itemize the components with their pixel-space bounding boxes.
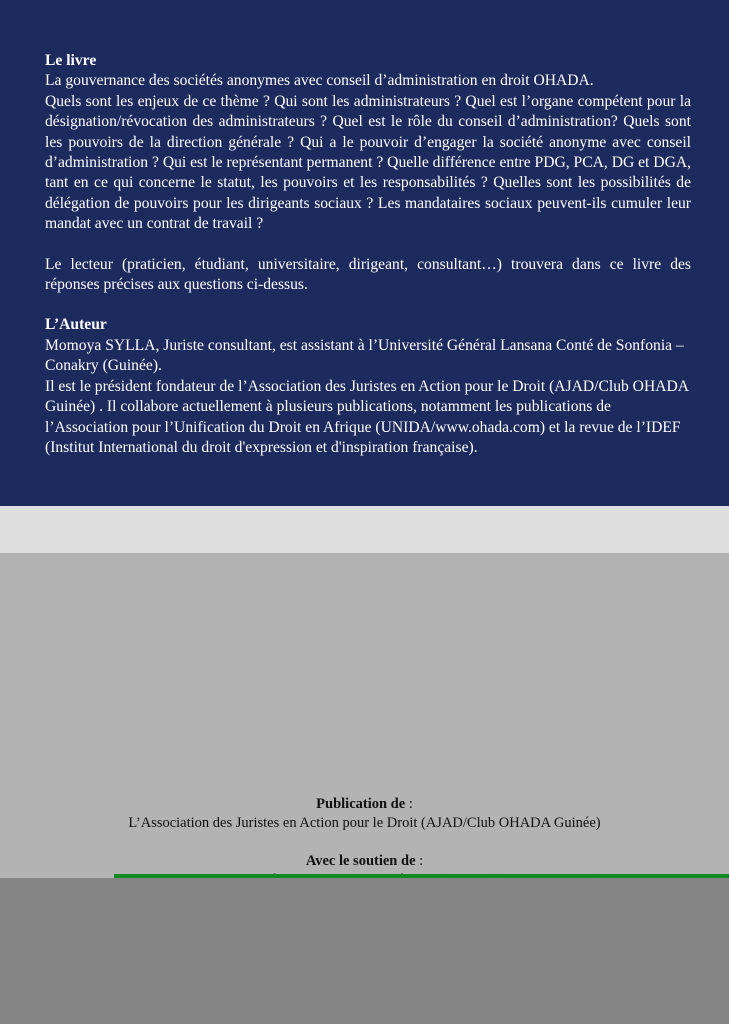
support-label: Avec le soutien de [305, 853, 416, 869]
publication-label: Publication de [316, 796, 406, 812]
author-bio-line1: Momoya SYLLA, Juriste consultant, est assistant à l’Université Général Lansana Conté de Sonfonia – Conakry (Guinée). [45, 336, 684, 375]
book-heading: Le livre [45, 52, 97, 69]
paragraph-gap [45, 235, 691, 255]
author-heading: L’Auteur [45, 316, 107, 334]
publisher-name: L’Association des Juristes en Action pour le Droit (AJAD/Club OHADA Guinée) [128, 815, 601, 831]
publication-credit [0, 795, 729, 833]
book-questions: Quels sont les enjeux de ce thème ? Qui sont les administrateurs ? Quel est l’organe compétent pour la désignation/révocation des administrateurs ? Quel est le rôle du conseil d’administration? Quels sont les pouvoirs de la direction générale ? Qui a le pouvoir d’engager la société anonyme avec conseil d’administration ? Qui est le représentant permanent ? Quelle différence entre PDG, PCA, DG et DGA, tant en ce qui concerne le statut, les pouvoirs et les responsabilités ? Quelles sont les possibilités de délégation de pouvoirs pour les dirigeants sociaux ? Les mandataires sociaux peuvent-ils cumuler leur mandat avec un contrat de travail ? [45, 92, 691, 233]
paragraph-gap [45, 295, 691, 315]
book-reader-note: Le lecteur (praticien, étudiant, universitaire, dirigeant, consultant…) trouvera dans ce livre des réponses précises aux questions ci-dessus. [45, 255, 691, 294]
light-separator-band [0, 506, 729, 553]
author-bio-line2: Il est le président fondateur de l’Association des Juristes en Action pour le Droit (AJAD/Club OHADA Guinée) . Il collabore actuellement à plusieurs publications, notamment les publications de l’Association pour l’Unification du Droit en Afrique (UNIDA/www.ohada.com) et la revue de l’IDEF (Institut International du droit d'expression et d'inspiration française). [45, 377, 689, 456]
support-colon: : [415, 853, 424, 869]
bottom-gray-band [0, 878, 729, 1024]
publication-colon: : [405, 796, 413, 812]
back-cover-text-panel [0, 0, 729, 506]
book-subtitle: La gouvernance des sociétés anonymes avec conseil d’administration en droit OHADA. [45, 72, 594, 90]
cover-text-block [45, 51, 691, 458]
